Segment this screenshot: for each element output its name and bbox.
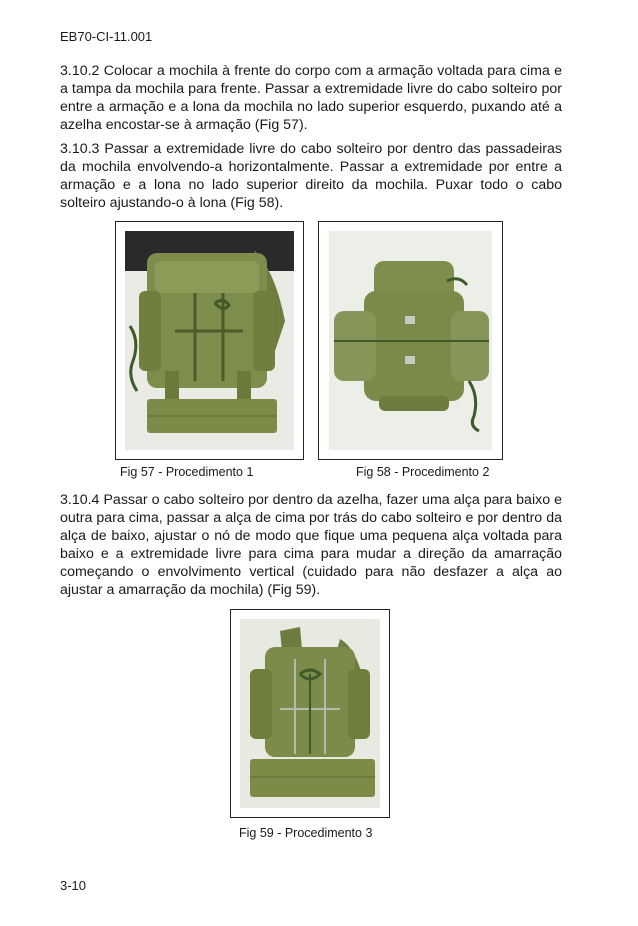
figure-59-caption: Fig 59 - Procedimento 3 [239,826,373,840]
page-number: 3-10 [60,878,87,893]
figure-57-photo [125,231,294,450]
figure-57-frame [115,221,304,460]
figure-59-photo [240,619,380,808]
paragraph-3-10-4: 3.10.4 Passar o cabo solteiro por dentro da azelha, fazer uma alça para baixo e outra para cima, passar a alça de cima por trás do cabo solteiro e por dentro da alça de baixo, ajustar o nó de modo que fique uma pequena alça voltada para baixo e a extremidade livre para cima para mudar a direção da amarração começando o envolvimento vertical (cuidado para não desfazer a alça ao ajustar a amarração da mochila) (Fig 59). [60,492,562,598]
figure-58-frame [318,221,503,460]
paragraph-3-10-2: 3.10.2 Colocar a mochila à frente do corpo com a armação voltada para cima e a tampa da mochila para frente. Passar a extremidade livre do cabo solteiro por entre a armação e a lona da mochila no lado superior esquerdo, puxando até a azelha encostar-se à armação (Fig 57). [60,63,562,133]
document-code: EB70-CI-11.001 [60,29,153,44]
figure-58-caption: Fig 58 - Procedimento 2 [356,465,490,479]
figure-57-caption: Fig 57 - Procedimento 1 [120,465,254,479]
figure-59-frame [230,609,390,818]
paragraph-3-10-3: 3.10.3 Passar a extremidade livre do cabo solteiro por dentro das passadeiras da mochila envolvendo-a horizontalmente. Passar a extremidade por entre a armação e a lona no lado superior direito da mochila. Puxar todo o cabo solteiro ajustando-o à lona (Fig 58). [60,141,562,211]
figure-58-photo [329,231,492,450]
